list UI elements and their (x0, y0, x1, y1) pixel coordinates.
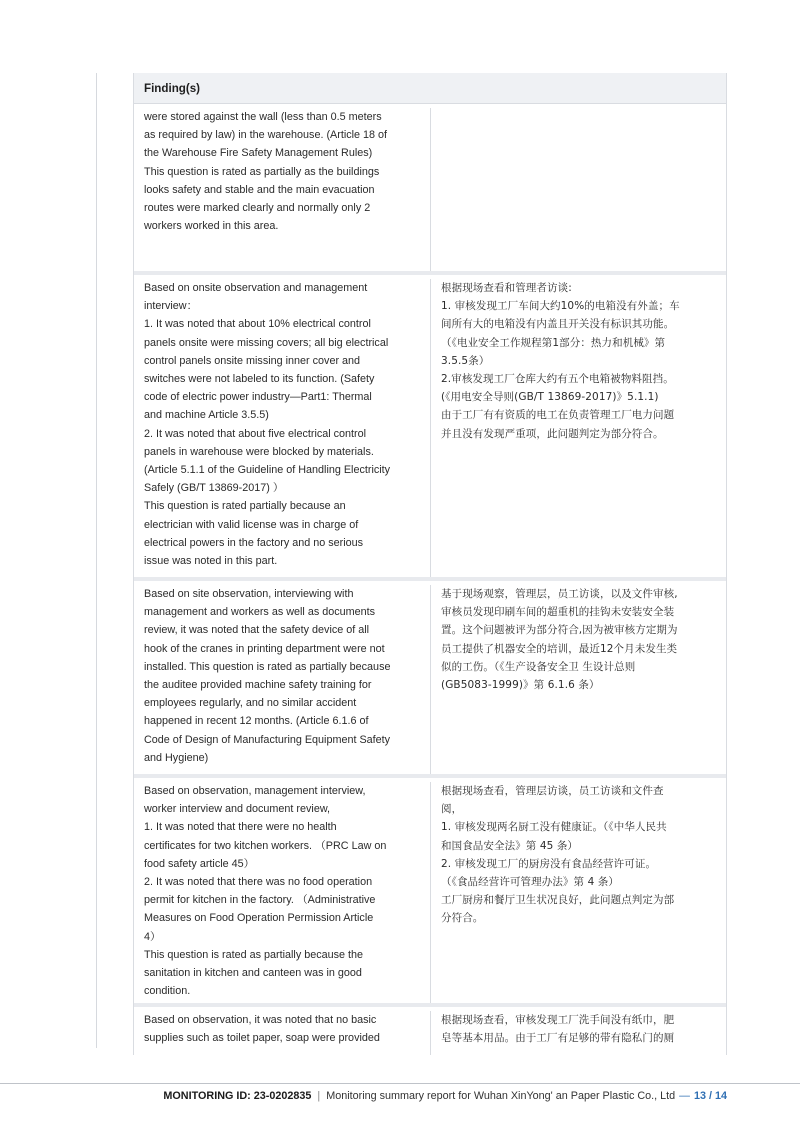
footer-dash: — (679, 1090, 690, 1102)
finding-en: were stored against the wall (less than 0.5 meters as required by law) in the warehouse. (Article 18 of the Warehouse Fire Safety Management Rules) This question is rated as partially as the buildings looks safety and stable and the main evacuation routes were marked clearly and normally only 2 workers worked in this area. (134, 108, 431, 271)
footer-separator: | (317, 1090, 321, 1102)
finding-zh (431, 108, 726, 271)
finding-en: Based on site observation, interviewing with management and workers as well as documents review, it was noted that the safety device of all hook of the cranes in printing department were not installed. This question is rated as partially because the auditee provided machine safety training for employees regularly, and no similar accident happened in recent 12 months. (Article 6.1.6 of Code of Design of Manufacturing Equipment Safety and Hygiene) (134, 585, 431, 774)
table-row (134, 778, 726, 1007)
findings-table (133, 73, 727, 1055)
monitoring-id: MONITORING ID: 23-0202835 (163, 1090, 312, 1102)
finding-zh: 根据现场查看，审核发现工厂洗手间没有纸巾，肥 皂等基本用品。由于工厂有足够的带有隐私门的厕 (441, 1014, 675, 1045)
finding-zh: 基于现场观察，管理层，员工访谈，以及文件审核, 审核员发现印刷车间的超重机的挂钩未安装安全装 置。这个问题被评为部分符合,因为被审核方定期为 员工提供了机器安全的培训，最近12个月未发生类 似的工伤。（《生产设备安全卫 生设计总则 (GB5083-1999)》第 6.1.6 条） (441, 588, 678, 692)
page-number: 13 / 14 (693, 1090, 727, 1102)
page-left-rule (96, 73, 97, 1048)
table-row (134, 1007, 726, 1055)
finding-en: Based on observation, it was noted that no basic supplies such as toilet paper, soap were provided (134, 1011, 431, 1055)
report-title: Monitoring summary report for Wuhan XinYong' an Paper Plastic Co., Ltd (326, 1090, 676, 1102)
table-row (134, 275, 726, 581)
finding-en: Based on observation, management interview, worker interview and document review, 1. It was noted that there were no health certificates for two kitchen workers. （PRC Law on food safety article 45） 2. It was noted that there was no food operation permit for kitchen in the factory. （Administrative Measures on Food Operation Permission Article 4） This question is rated as partially because the sanitation in kitchen and canteen was in good condition. (134, 782, 431, 1003)
table-row (134, 581, 726, 778)
footer-rule (0, 1083, 800, 1084)
finding-zh: 根据现场查看和管理者访谈: 1. 审核发现工厂车间大约10%的电箱没有外盖；车 间所有大的电箱没有内盖且开关没有标识其功能。 （《电业安全工作规程第1部分：热力和机械》第 3.5.5条） 2.审核发现工厂仓库大约有五个电箱被物料阻挡。 (《用电安全导则(GB/T 13869-2017)》5.1.1) 由于工厂有有资质的电工在负责管理工厂电力问题 并且没有发现严重项，此问题判定为部分符合。 (441, 282, 680, 440)
finding-zh: 根据现场查看，管理层访谈，员工访谈和文件查 阅， 1. 审核发现两名厨工没有健康证。（《中华人民共 和国食品安全法》第 45 条） 2. 审核发现工厂的厨房没有食品经营许可证。 （《食品经营许可管理办法》第 4 条） 工厂厨房和餐厅卫生状况良好，此问题点判定为部 分符合。 (441, 785, 675, 925)
finding-en: Based on onsite observation and management interview： 1. It was noted that about 10% electrical control panels onsite were missing covers; all big electrical control panels onsite missing inner cover and switches were not labeled to its function. (Safety code of electric power industry—Part1: Thermal and machine Article 3.5.5) 2. It was noted that about five electrical control panels in warehouse were blocked by materials. (Article 5.1.1 of the Guideline of Handling Electricity Safely (GB/T 13869-2017) ） This question is rated partially because an electrician with valid license was in charge of electrical powers in the factory and no serious issue was noted in this part. (134, 279, 431, 577)
table-row (134, 104, 726, 275)
page-footer (0, 1090, 727, 1102)
findings-header: Finding(s) (134, 73, 726, 104)
